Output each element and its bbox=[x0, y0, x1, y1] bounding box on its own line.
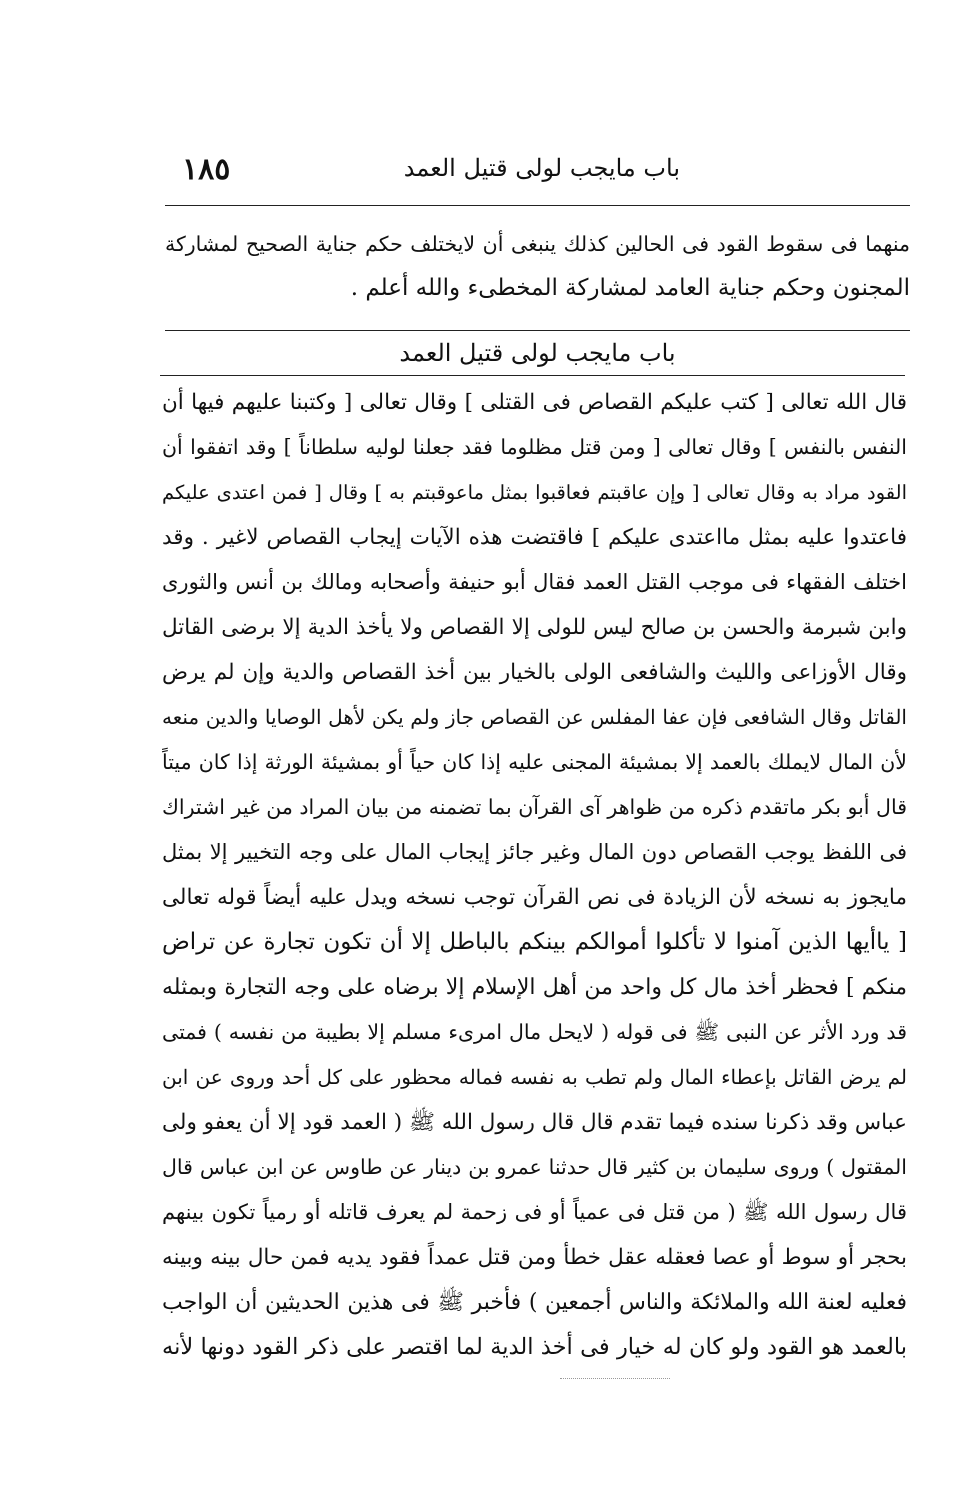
text-line: بحجر أو سوط أو عصا فعقله عقل خطأ ومن قتل عمداً فقود يديه فمن حال بينه وبينه bbox=[162, 1245, 907, 1270]
page-number: ١٨٥ bbox=[182, 152, 231, 187]
text-line: بالعمد هو القود ولو كان له خيار فى أخذ الدية لما اقتصر على ذكر القود دونها لأنه bbox=[162, 1334, 907, 1360]
text-line: عباس وقد ذكرنا سنده فيما تقدم قال قال رسول الله ﷺ ( العمد قود إلا أن يعفو ولى bbox=[162, 1110, 907, 1135]
text-line: قال أبو بكر ماتقدم ذكره من ظواهر آى القرآن بما تضمنه من بيان المراد من غير اشتراك bbox=[162, 795, 907, 819]
text-line: وقال الأوزاعى والليث والشافعى الولى بالخيار بين أخذ القصاص والدية وإن لم يرض bbox=[162, 660, 907, 685]
section-title: باب مايجب لولى قتيل العمد bbox=[399, 339, 676, 367]
text-line: النفس بالنفس ] وقال تعالى [ ومن قتل مظلوما فقد جعلنا لوليه سلطاناً ] وقد اتفقوا أن bbox=[162, 435, 907, 459]
text-line: قال رسول الله ﷺ ( من قتل فى عمياً أو فى زحمة لم يعرف قاتله أو رمياً تكون بينهم bbox=[162, 1200, 907, 1224]
text-line: فعليه لعنة الله والملائكة والناس أجمعين ) فأخبر ﷺ فى هذين الحديثين أن الواجب bbox=[162, 1290, 907, 1315]
text-line: اختلف الفقهاء فى موجب القتل العمد فقال أبو حنيفة وأصحابه ومالك بن أنس والثورى bbox=[162, 570, 907, 594]
section-rule-top bbox=[165, 330, 910, 331]
text-line: فى اللفظ يوجب القصاص دون المال وغير جائز إيجاب المال على وجه التخيير إلا بمثل bbox=[162, 840, 907, 864]
section-rule-bottom bbox=[160, 375, 905, 376]
header-rule bbox=[165, 205, 910, 206]
text-line: قد ورد الأثر عن النبى ﷺ فى قوله ( لايحل مال امرىء مسلم إلا بطيبة من نفسه ) فمتى bbox=[162, 1020, 907, 1044]
text-line: المجنون وحكم جناية العامد لمشاركة المخطىء والله أعلم . bbox=[350, 275, 910, 301]
text-line: وابن شبرمة والحسن بن صالح ليس للولى إلا القصاص ولا يأخذ الدية إلا برضى القاتل bbox=[162, 615, 907, 640]
text-line: منهما فى سقوط القود فى الحالين كذلك ينبغى أن لايختلف حكم جناية الصحيح لمشاركة bbox=[165, 232, 910, 256]
text-line: لأن المال لايملك بالعمد إلا بمشيئة المجنى عليه إذا كان حياً أو بمشيئة الورثة إذا كان ميتاً bbox=[162, 750, 907, 774]
scan-artifact bbox=[560, 1378, 670, 1379]
text-line: منكم ] فحظر أخذ مال كل واحد من أهل الإسلام إلا برضاه على وجه التجارة وبمثله bbox=[162, 975, 907, 1000]
running-title: باب مايجب لولى قتيل العمد bbox=[403, 154, 680, 182]
running-header bbox=[170, 150, 910, 194]
text-line: قال الله تعالى [ كتب عليكم القصاص فى القتلى ] وقال تعالى [ وكتبنا عليهم فيها أن bbox=[162, 390, 907, 415]
text-line: القاتل وقال الشافعى فإن عفا المفلس عن القصاص جاز ولم يكن لأهل الوصايا والدين منعه bbox=[162, 705, 907, 729]
text-line: [ ياأيها الذين آمنوا لا تأكلوا أموالكم بينكم بالباطل إلا أن تكون تجارة عن تراض bbox=[162, 929, 907, 955]
text-line: المقتول ) وروى سليمان بن كثير قال حدثنا عمرو بن دينار عن طاوس عن ابن عباس قال bbox=[162, 1155, 907, 1179]
text-line: مايجوز به نسخه لأن الزيادة فى نص القرآن توجب نسخه ويدل عليه أيضاً قوله تعالى bbox=[162, 885, 907, 910]
text-line: فاعتدوا عليه بمثل مااعتدى عليكم ] فاقتضت هذه الآيات إيجاب القصاص لاغير . وقد bbox=[162, 525, 907, 550]
body-text bbox=[162, 380, 907, 1370]
text-line: القود مراد به وقال تعالى [ وإن عاقبتم فعاقبوا بمثل ماعوقبتم به ] وقال [ فمن اعتدى عليكم bbox=[162, 481, 907, 504]
text-line: لم يرض القاتل بإعطاء المال ولم تطب به نفسه فماله محظور على كل أحد وروى عن ابن bbox=[162, 1065, 907, 1089]
previous-section-ending bbox=[165, 222, 910, 310]
